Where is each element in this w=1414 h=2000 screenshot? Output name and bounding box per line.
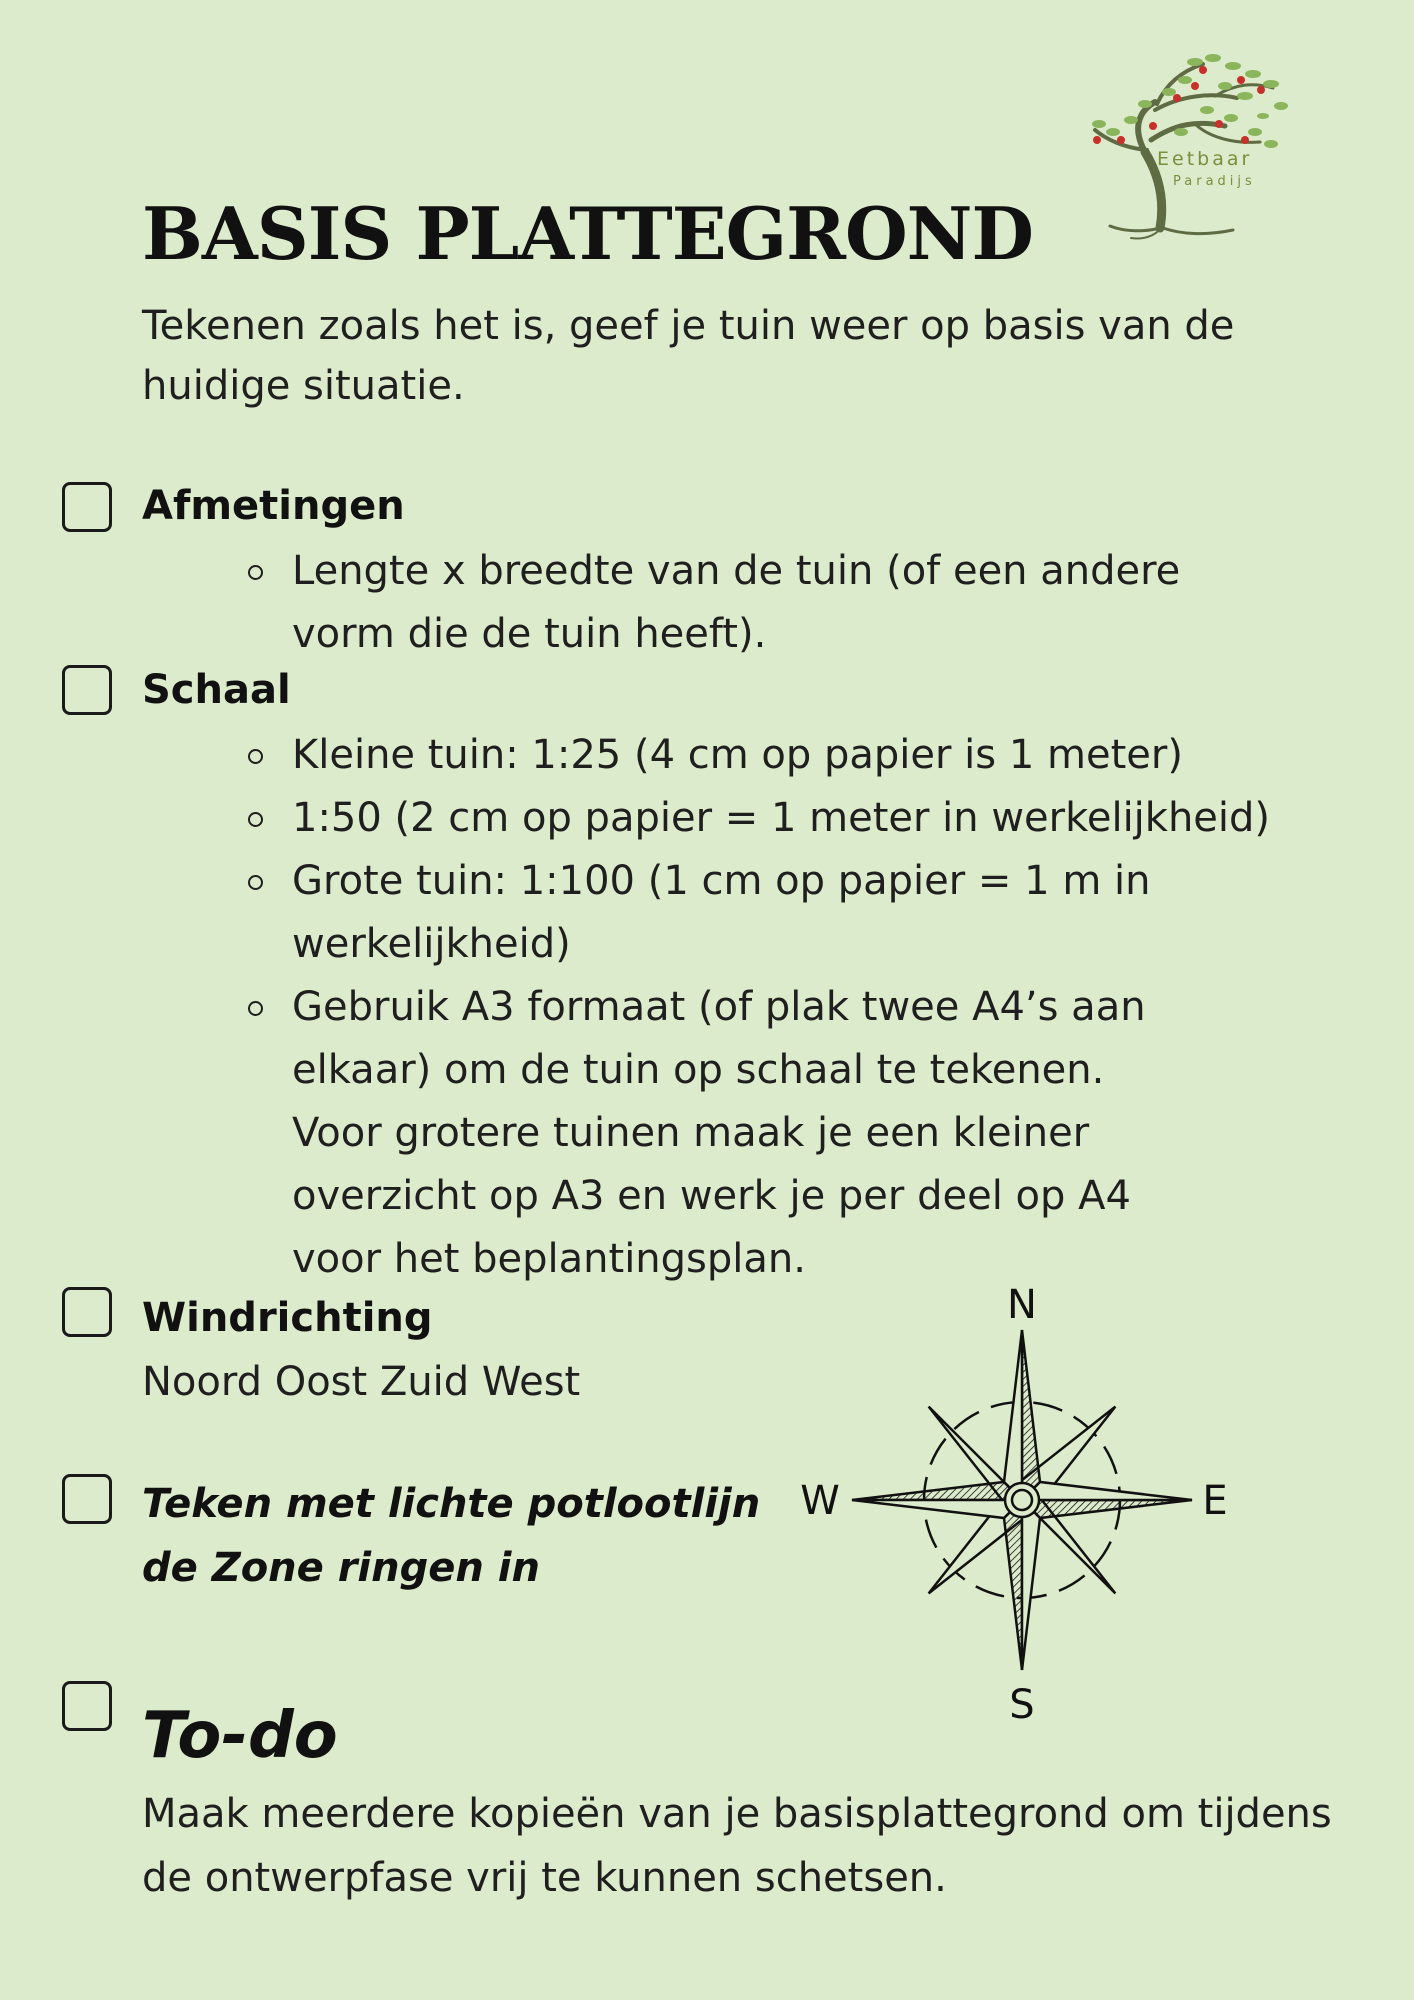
schaal-list bbox=[292, 724, 1342, 850]
compass-west-label: W bbox=[800, 1478, 840, 1524]
section-heading-windrichting: Windrichting bbox=[142, 1295, 433, 1341]
compass-rose bbox=[790, 1278, 1230, 1728]
checkbox-todo[interactable] bbox=[62, 1681, 112, 1731]
logo-text-paradijs: Paradijs bbox=[1173, 174, 1256, 189]
schaal-list-continued bbox=[292, 850, 1172, 1291]
list-item: Grote tuin: 1:100 (1 cm op papier = 1 m in werkelijkheid) bbox=[292, 850, 1172, 976]
checkbox-afmetingen[interactable] bbox=[62, 482, 112, 532]
list-item: Kleine tuin: 1:25 (4 cm op papier is 1 meter) bbox=[292, 724, 1342, 787]
section-heading-schaal: Schaal bbox=[142, 667, 291, 713]
afmetingen-list bbox=[292, 540, 1292, 666]
list-item: Gebruik A3 formaat (of plak twee A4’s aan elkaar) om de tuin op schaal te tekenen. Voor grotere tuinen maak je een kleiner overzicht op A3 en werk je per deel op A4 voor het beplantingsplan. bbox=[292, 976, 1172, 1291]
compass-south-label: S bbox=[1009, 1682, 1035, 1728]
section-heading-afmetingen: Afmetingen bbox=[142, 483, 405, 529]
todo-text: Maak meerdere kopieën van je basisplattegrond om tijdens de ontwerpfase vrij te kunnen schetsen. bbox=[142, 1791, 1332, 1901]
compass-east-label: E bbox=[1202, 1478, 1228, 1524]
tree-icon bbox=[1085, 40, 1297, 240]
compass-north-label: N bbox=[1007, 1282, 1037, 1328]
windrichting-text: Noord Oost Zuid West bbox=[142, 1359, 581, 1405]
list-item: 1:50 (2 cm op papier = 1 meter in werkelijkheid) bbox=[292, 787, 1342, 850]
list-item: Lengte x breedte van de tuin (of een andere vorm die de tuin heeft). bbox=[292, 540, 1292, 666]
zone-label-line2: de Zone ringen in bbox=[142, 1545, 540, 1591]
zone-label-line1: Teken met lichte potlootlijn bbox=[142, 1481, 761, 1527]
page-subtitle: Tekenen zoals het is, geef je tuin weer op basis van de huidige situatie. bbox=[142, 303, 1235, 409]
checkbox-schaal[interactable] bbox=[62, 665, 112, 715]
checkbox-zone[interactable] bbox=[62, 1474, 112, 1524]
checkbox-windrichting[interactable] bbox=[62, 1287, 112, 1337]
section-heading-zone bbox=[142, 1472, 760, 1600]
compass-rose-icon bbox=[790, 1278, 1230, 1728]
logo-text-eetbaar: Eetbaar bbox=[1157, 148, 1253, 170]
logo bbox=[1085, 40, 1297, 240]
page-title: BASIS PLATTEGROND bbox=[142, 191, 1033, 276]
section-heading-todo: To-do bbox=[142, 1699, 338, 1773]
